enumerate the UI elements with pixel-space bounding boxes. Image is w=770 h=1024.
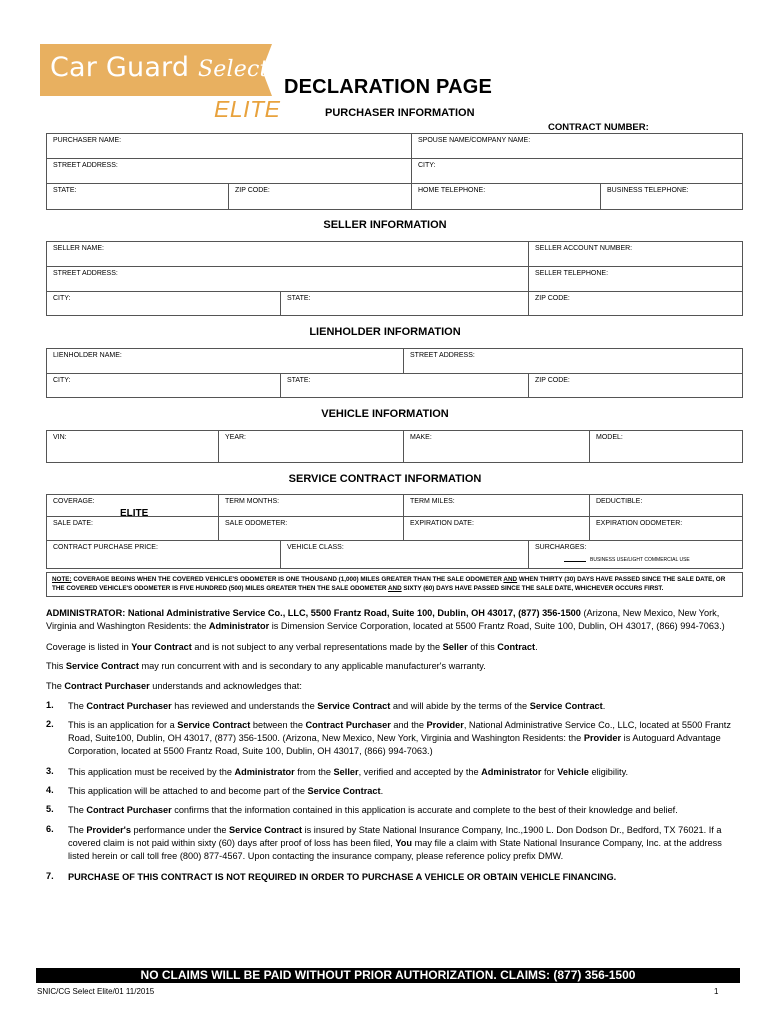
coverage-value: ELITE <box>120 508 149 519</box>
business-telephone-field[interactable]: BUSINESS TELEPHONE: <box>607 187 689 194</box>
purchaser-city-field[interactable]: CITY: <box>412 159 742 184</box>
list-item: This is an application for a Service Contract between the Contract Purchaser and the Provider, National Administrative Service Co., LLC, located at 5500 Frantz Road, Suite100, Dublin, OH 43017, (877) 356-1500. (Arizona, New Mexico, New York, Virginia and Washington Residents: the Provider is Autoguard Advantage Corporation, located at 5500 Frantz Road, Suite 100, Dublin, OH 43017, (866) 994-7063.) <box>68 720 731 756</box>
expiration-date-field[interactable]: EXPIRATION DATE: <box>404 517 590 541</box>
seller-grid <box>46 241 743 316</box>
lienholder-name-field[interactable]: LIENHOLDER NAME: <box>47 349 404 374</box>
list-item: This application must be received by the Administrator from the Seller, verified and accepted by the Administrator for Vehicle eligibility. <box>68 767 629 777</box>
lienholder-city-field[interactable]: CITY: <box>47 374 281 397</box>
lienholder-street-field[interactable]: STREET ADDRESS: <box>404 349 742 374</box>
expiration-odometer-field[interactable]: EXPIRATION ODOMETER: <box>590 517 742 541</box>
list-item: PURCHASE OF THIS CONTRACT IS NOT REQUIRED IN ORDER TO PURCHASE A VEHICLE OR OBTAIN VEHICLE FINANCING. <box>68 872 617 882</box>
item-number: 1. <box>46 700 54 710</box>
purchaser-state-field[interactable]: STATE: <box>47 184 229 209</box>
coverage-paragraph: Coverage is listed in Your Contract and is not subject to any verbal representations made by the Seller of this Contract. <box>46 642 538 652</box>
list-item: The Contract Purchaser confirms that the information contained in this application is accurate and complete to the best of their knowledge and belief. <box>68 805 678 815</box>
seller-city-field[interactable]: CITY: <box>47 292 281 315</box>
vehicle-heading: VEHICLE INFORMATION <box>321 408 449 420</box>
seller-state-field[interactable]: STATE: <box>281 292 529 315</box>
purchaser-street-field[interactable]: STREET ADDRESS: <box>47 159 412 184</box>
vehicle-class-field[interactable]: VEHICLE CLASS: <box>281 541 529 568</box>
seller-heading: SELLER INFORMATION <box>323 219 447 231</box>
acknowledge-paragraph: The Contract Purchaser understands and acknowledges that: <box>46 681 302 691</box>
page-title: DECLARATION PAGE <box>284 76 493 98</box>
list-item: The Contract Purchaser has reviewed and understands the Service Contract and will abide by the terms of the Service Contract. <box>68 701 606 711</box>
seller-account-field[interactable]: SELLER ACCOUNT NUMBER: <box>529 242 742 267</box>
make-field[interactable]: MAKE: <box>404 431 590 462</box>
list-item: This application will be attached to and become part of the Service Contract. <box>68 786 384 796</box>
purchaser-name-field[interactable]: PURCHASER NAME: <box>47 134 412 159</box>
purchaser-heading: PURCHASER INFORMATION <box>325 107 475 119</box>
item-number: 2. <box>46 719 54 729</box>
logo-tier: ELITE <box>214 96 281 122</box>
sale-odometer-field[interactable]: SALE ODOMETER: <box>219 517 404 541</box>
year-field[interactable]: YEAR: <box>219 431 404 462</box>
deductible-field[interactable]: DEDUCTIBLE: <box>590 495 742 517</box>
surcharge-option: BUSINESS USE/LIGHT COMMERCIAL USE <box>590 557 690 563</box>
item-number: 6. <box>46 824 54 834</box>
lienholder-grid <box>46 348 743 398</box>
seller-street-field[interactable]: STREET ADDRESS: <box>47 267 529 292</box>
item-number: 4. <box>46 785 54 795</box>
concurrent-paragraph: This Service Contract may run concurrent with and is secondary to any applicable manufacturer's warranty. <box>46 661 486 671</box>
item-number: 3. <box>46 766 54 776</box>
lienholder-state-field[interactable]: STATE: <box>281 374 529 397</box>
surcharge-checkbox-line[interactable] <box>564 561 586 562</box>
coverage-field[interactable]: COVERAGE: <box>47 495 219 517</box>
administrator-paragraph: ADMINISTRATOR: National Administrative Service Co., LLC, 5500 Frantz Road, Suite 100, Dublin, OH 43017, (877) 356-1500 (Arizona, New Mexico, New York, Virginia and Washington Residents: the Administrator is Dimension Service Corporation, located at 5500 Frantz Road, Suite 100, Dublin, OH 43017, (866) 994-7063.) <box>46 608 725 631</box>
item-number: 7. <box>46 871 54 881</box>
spouse-name-field[interactable]: SPOUSE NAME/COMPANY NAME: <box>412 134 742 159</box>
purchaser-zip-field[interactable]: ZIP CODE: <box>229 184 412 209</box>
vin-field[interactable]: VIN: <box>47 431 219 462</box>
seller-name-field[interactable]: SELLER NAME: <box>47 242 529 267</box>
term-miles-field[interactable]: TERM MILES: <box>404 495 590 517</box>
seller-zip-field[interactable]: ZIP CODE: <box>535 295 570 302</box>
model-field[interactable]: MODEL: <box>596 434 623 441</box>
purchaser-grid <box>46 133 743 210</box>
sale-date-field[interactable]: SALE DATE: <box>47 517 219 541</box>
vehicle-grid <box>46 430 743 463</box>
page-number: 1 <box>714 987 719 996</box>
logo-wordmark: Car Guard Select <box>50 52 269 83</box>
surcharges-field[interactable]: SURCHARGES: <box>535 544 587 551</box>
contract-number-label: CONTRACT NUMBER: <box>548 122 649 133</box>
lienholder-zip-field[interactable]: ZIP CODE: <box>535 377 570 384</box>
list-item: The Provider's performance under the Service Contract is insured by State National Insurance Company, Inc.,1900 L. Don Dodson Dr., Bedford, TX 76021. If a covered claim is not paid within sixty (60) days after proof of loss has been filed, You may file a claim with State National Insurance Company, Inc. at the address listed herein or call toll free (800) 877-4567. Upon contacting the insurance company, please reference policy prefix DMW. <box>68 825 722 861</box>
form-id: SNIC/CG Select Elite/01 11/2015 <box>37 987 155 996</box>
service-heading: SERVICE CONTRACT INFORMATION <box>288 473 482 485</box>
home-telephone-field[interactable]: HOME TELEPHONE: <box>412 184 601 209</box>
lienholder-heading: LIENHOLDER INFORMATION <box>309 326 461 338</box>
item-number: 5. <box>46 804 54 814</box>
claims-banner: NO CLAIMS WILL BE PAID WITHOUT PRIOR AUTHORIZATION. CLAIMS: (877) 356-1500 <box>36 968 740 983</box>
term-months-field[interactable]: TERM MONTHS: <box>219 495 404 517</box>
seller-telephone-field[interactable]: SELLER TELEPHONE: <box>529 267 742 292</box>
coverage-note: NOTE: COVERAGE BEGINS WHEN THE COVERED VEHICLE'S ODOMETER IS ONE THOUSAND (1,000) MILES GREATER THAN THE SALE ODOMETER AND WHEN THIRTY (30) DAYS HAVE PASSED SINCE THE SALE DATE, OR THE COVERED VEHICLE'S ODOMETER IS FIVE HUNDRED (500) MILES GREATER THEN THE SALE ODOMETER AND SIXTY (60) DAYS HAVE PASSED SINCE THE SALE DATE, WHICHEVER OCCURS FIRST. <box>46 572 743 597</box>
purchase-price-field[interactable]: CONTRACT PURCHASE PRICE: <box>47 541 281 568</box>
